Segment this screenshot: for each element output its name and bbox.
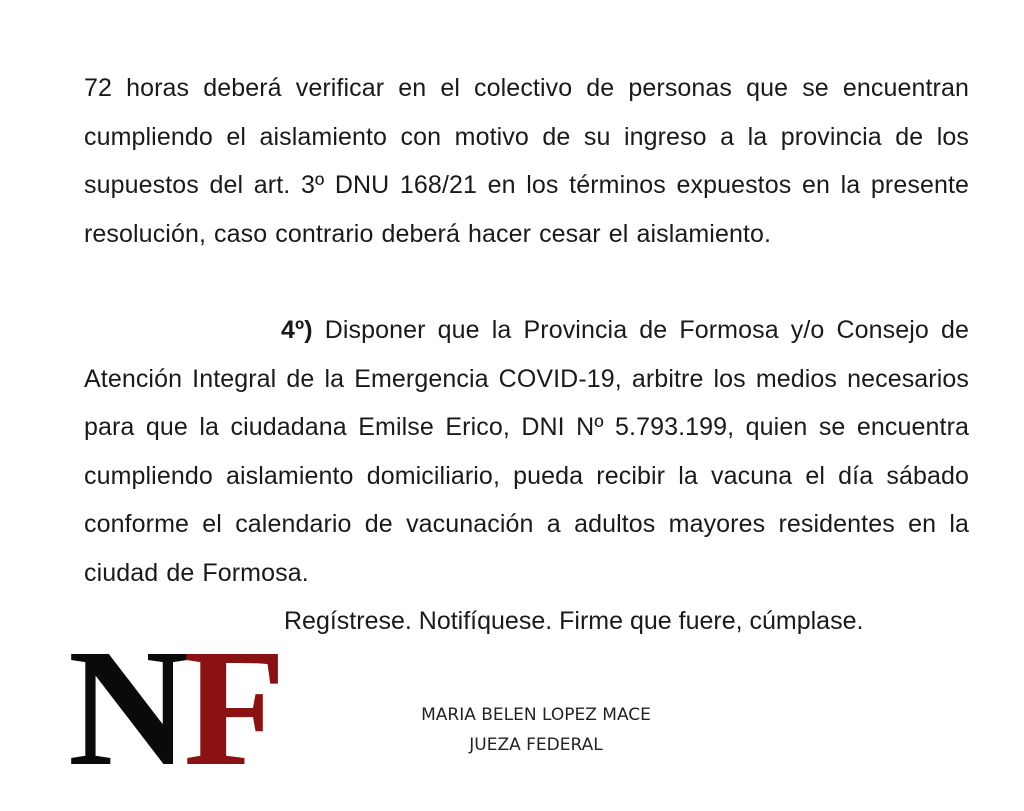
signature-block — [390, 700, 682, 760]
closing-statement: Regístrese. Notifíquese. Firme que fuere, cúmplase. — [284, 607, 864, 635]
nf-logo — [68, 615, 308, 801]
signatory-name: MARIA BELEN LOPEZ MACE — [421, 705, 651, 725]
paragraph-2-number: 4º) — [281, 316, 313, 344]
logo-letter-n: N — [68, 615, 184, 801]
paragraph-2-text: Disponer que la Provincia de Formosa y/o Consejo de Atención Integral de la Emergencia COVID-19, arbitre los medios necesarios para que la ciudadana Emilse Erico, DNI Nº 5.793.199, quien se encuentra cumpliendo aislamiento domiciliario, pueda recibir la vacuna el día sábado conforme el calendario de vacunación a adultos mayores residentes en la ciudad de Formosa. — [84, 316, 969, 587]
signatory-title: JUEZA FEDERAL — [469, 735, 603, 755]
paragraph-2 — [84, 306, 969, 597]
paragraph-1: 72 horas deberá verificar en el colectivo de personas que se encuentran cumpliendo el aislamiento con motivo de su ingreso a la provincia de los supuestos del art. 3º DNU 168/21 en los términos expuestos en la presente resolución, caso contrario deberá hacer cesar el aislamiento. — [84, 74, 969, 248]
logo-letter-f: F — [183, 615, 280, 801]
